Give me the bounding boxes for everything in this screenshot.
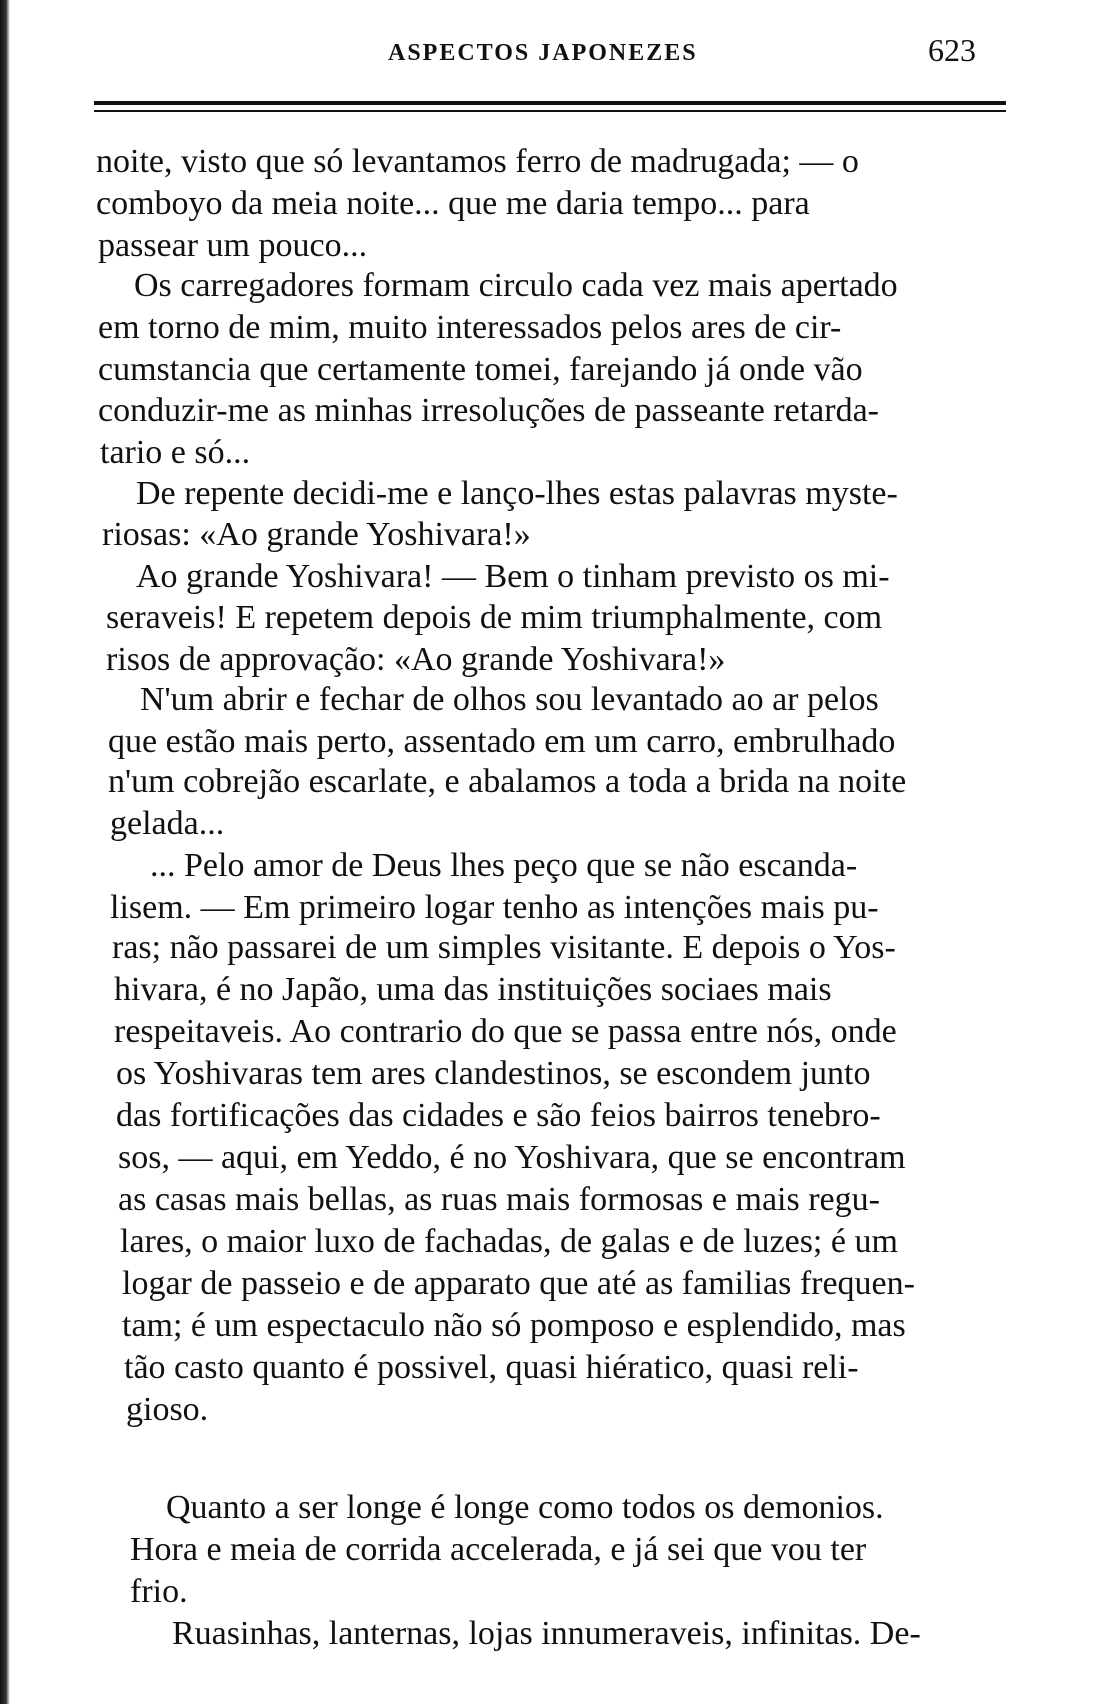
text-line: passear um pouco... [98, 227, 368, 264]
text-line: respeitaveis. Ao contrario do que se passa entre nós, onde [114, 1013, 897, 1050]
text-line: lisem. — Em primeiro logar tenho as intenções mais pu- [110, 889, 879, 926]
text-line: tão casto quanto é possivel, quasi hiératico, quasi reli- [124, 1349, 859, 1386]
text-line: gioso. [126, 1391, 209, 1428]
text-line: tam; é um espectaculo não só pomposo e esplendido, mas [122, 1307, 906, 1344]
text-line: Ao grande Yoshivara! — Bem o tinham previsto os mi- [136, 558, 890, 595]
header-rule-thick [94, 101, 1006, 105]
text-line: De repente decidi-me e lanço-lhes estas palavras myste- [136, 475, 898, 512]
text-line: as casas mais bellas, as ruas mais formosas e mais regu- [118, 1181, 880, 1218]
text-line: Os carregadores formam circulo cada vez mais apertado [134, 267, 898, 304]
text-line: seraveis! E repetem depois de mim triumphalmente, com [106, 599, 883, 636]
text-line: lares, o maior luxo de fachadas, de galas e de luzes; é um [120, 1223, 898, 1260]
text-line: sos, — aqui, em Yeddo, é no Yoshivara, que se encontram [118, 1139, 906, 1176]
running-header-title: ASPECTOS JAPONEZES [388, 40, 698, 66]
text-line: frio. [130, 1573, 188, 1610]
text-line: cumstancia que certamente tomei, farejando já onde vão [98, 351, 863, 388]
text-line: ras; não passarei de um simples visitante. E depois o Yos- [112, 929, 896, 966]
text-line: tario e só... [100, 434, 251, 471]
text-line: n'um cobrejão escarlate, e abalamos a toda a brida na noite [108, 763, 907, 800]
text-line: logar de passeio e de apparato que até as familias frequen- [122, 1265, 915, 1302]
page-edge-shadow [0, 0, 10, 1704]
page-number: 623 [928, 32, 976, 68]
text-line: N'um abrir e fechar de olhos sou levantado ao ar pelos [140, 681, 879, 718]
header-rule-thin [94, 110, 1006, 112]
text-line: conduzir-me as minhas irresoluções de passeante retarda- [98, 392, 879, 429]
text-line: noite, visto que só levantamos ferro de madrugada; — o [96, 143, 859, 180]
text-line: risos de approvação: «Ao grande Yoshivara!» [106, 641, 726, 678]
text-line: Quanto a ser longe é longe como todos os demonios. [166, 1489, 884, 1526]
text-line: comboyo da meia noite... que me daria tempo... para [96, 185, 810, 222]
text-line: os Yoshivaras tem ares clandestinos, se escondem junto [116, 1055, 871, 1092]
text-line: que estão mais perto, assentado em um carro, embrulhado [108, 723, 896, 760]
text-line: riosas: «Ao grande Yoshivara!» [102, 516, 531, 553]
text-line: hivara, é no Japão, uma das instituições sociaes mais [114, 971, 832, 1008]
text-line: ... Pelo amor de Deus lhes peço que se não escanda- [150, 847, 858, 884]
text-line: gelada... [110, 805, 225, 842]
text-line: Ruasinhas, lanternas, lojas innumeraveis, infinitas. De- [172, 1615, 921, 1652]
text-line: Hora e meia de corrida accelerada, e já sei que vou ter [130, 1531, 867, 1568]
text-line: das fortificações das cidades e são feios bairros tenebro- [116, 1097, 881, 1134]
text-line: em torno de mim, muito interessados pelos ares de cir- [98, 309, 842, 346]
